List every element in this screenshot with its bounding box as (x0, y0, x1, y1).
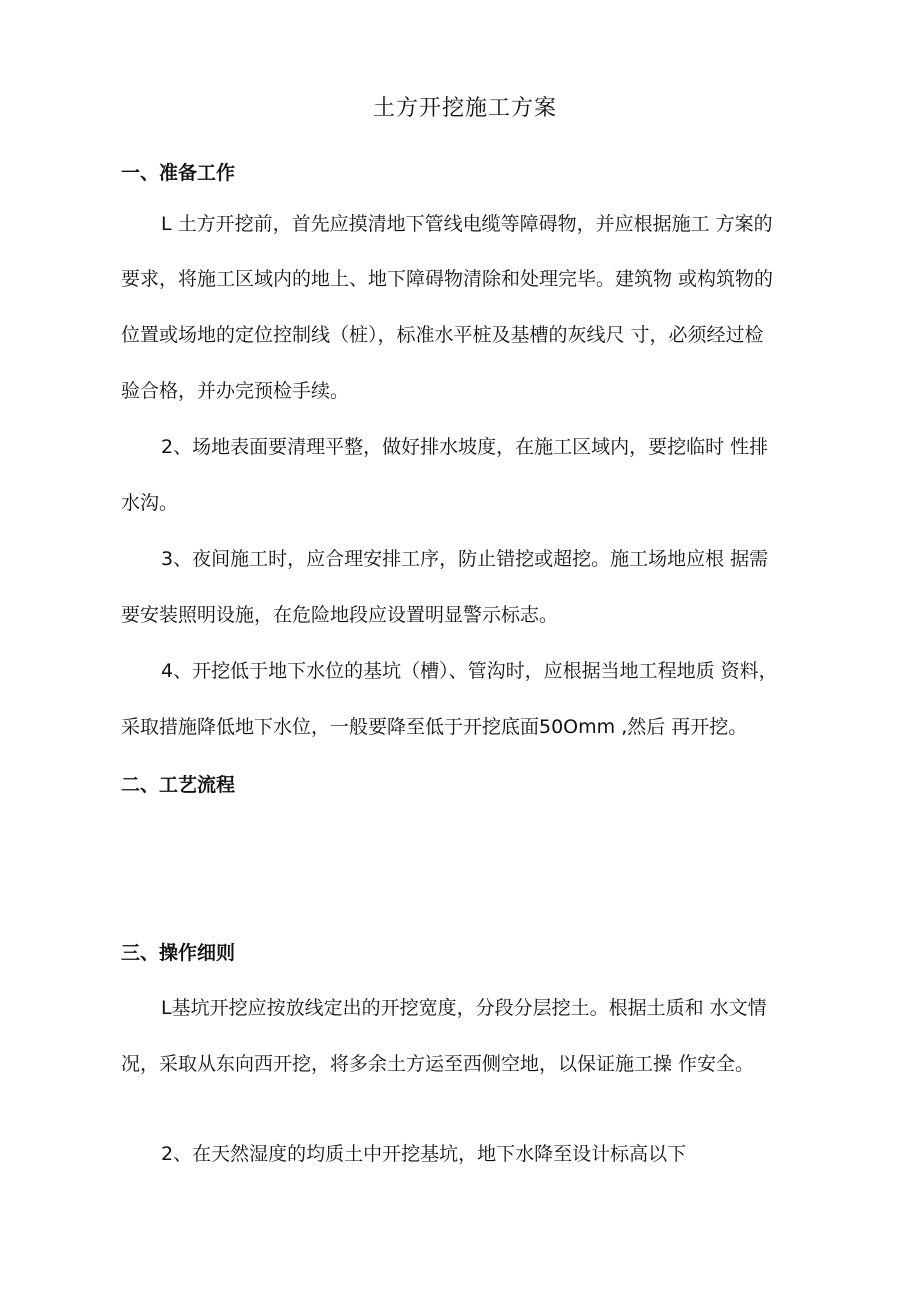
section-heading-operation-details: 三、操作细则 (121, 942, 236, 964)
paragraph-line: 2、在天然湿度的均质土中开挖基坑，地下水降至设计标高以下 (161, 1143, 687, 1165)
paragraph-line: 水沟。 (121, 492, 179, 514)
section-heading-preparation: 一、准备工作 (121, 162, 236, 184)
paragraph-line: 4、开挖低于地下水位的基坑（槽）、管沟时，应根据当地工程地质 资料， (161, 660, 778, 682)
section-heading-process-flow: 二、工艺流程 (121, 774, 236, 796)
paragraph-line: L 土方开挖前，首先应摸清地下管线电缆等障碍物，并应根据施工 方案的 (161, 213, 773, 235)
paragraph-line: 验合格，并办完预检手续。 (121, 380, 350, 402)
paragraph-line: 位置或场地的定位控制线（桩），标准水平桩及基槽的灰线尺 寸，必须经过检 (121, 324, 764, 346)
document-title: 土方开挖施工方案 (372, 96, 557, 121)
paragraph-line: 要求，将施工区域内的地上、地下障碍物清除和处理完毕。建筑物 或构筑物的 (121, 268, 774, 290)
paragraph-line: 采取措施降低地下水位，一般要降至低于开挖底面50Omm ,然后 再开挖。 (121, 716, 748, 738)
paragraph-line: 要安装照明设施，在危险地段应设置明显警示标志。 (121, 604, 559, 626)
paragraph-line: L基坑开挖应按放线定出的开挖宽度，分段分层挖土。根据土质和 水文情 (161, 997, 767, 1019)
paragraph-line: 况，采取从东向西开挖，将多余土方运至西侧空地，以保证施工操 作安全。 (121, 1053, 755, 1075)
paragraph-line: 3、夜间施工时，应合理安排工序，防止错挖或超挖。施工场地应根 据需 (161, 548, 769, 570)
paragraph-line: 2、场地表面要清理平整，做好排水坡度，在施工区域内，要挖临时 性排 (161, 436, 769, 458)
